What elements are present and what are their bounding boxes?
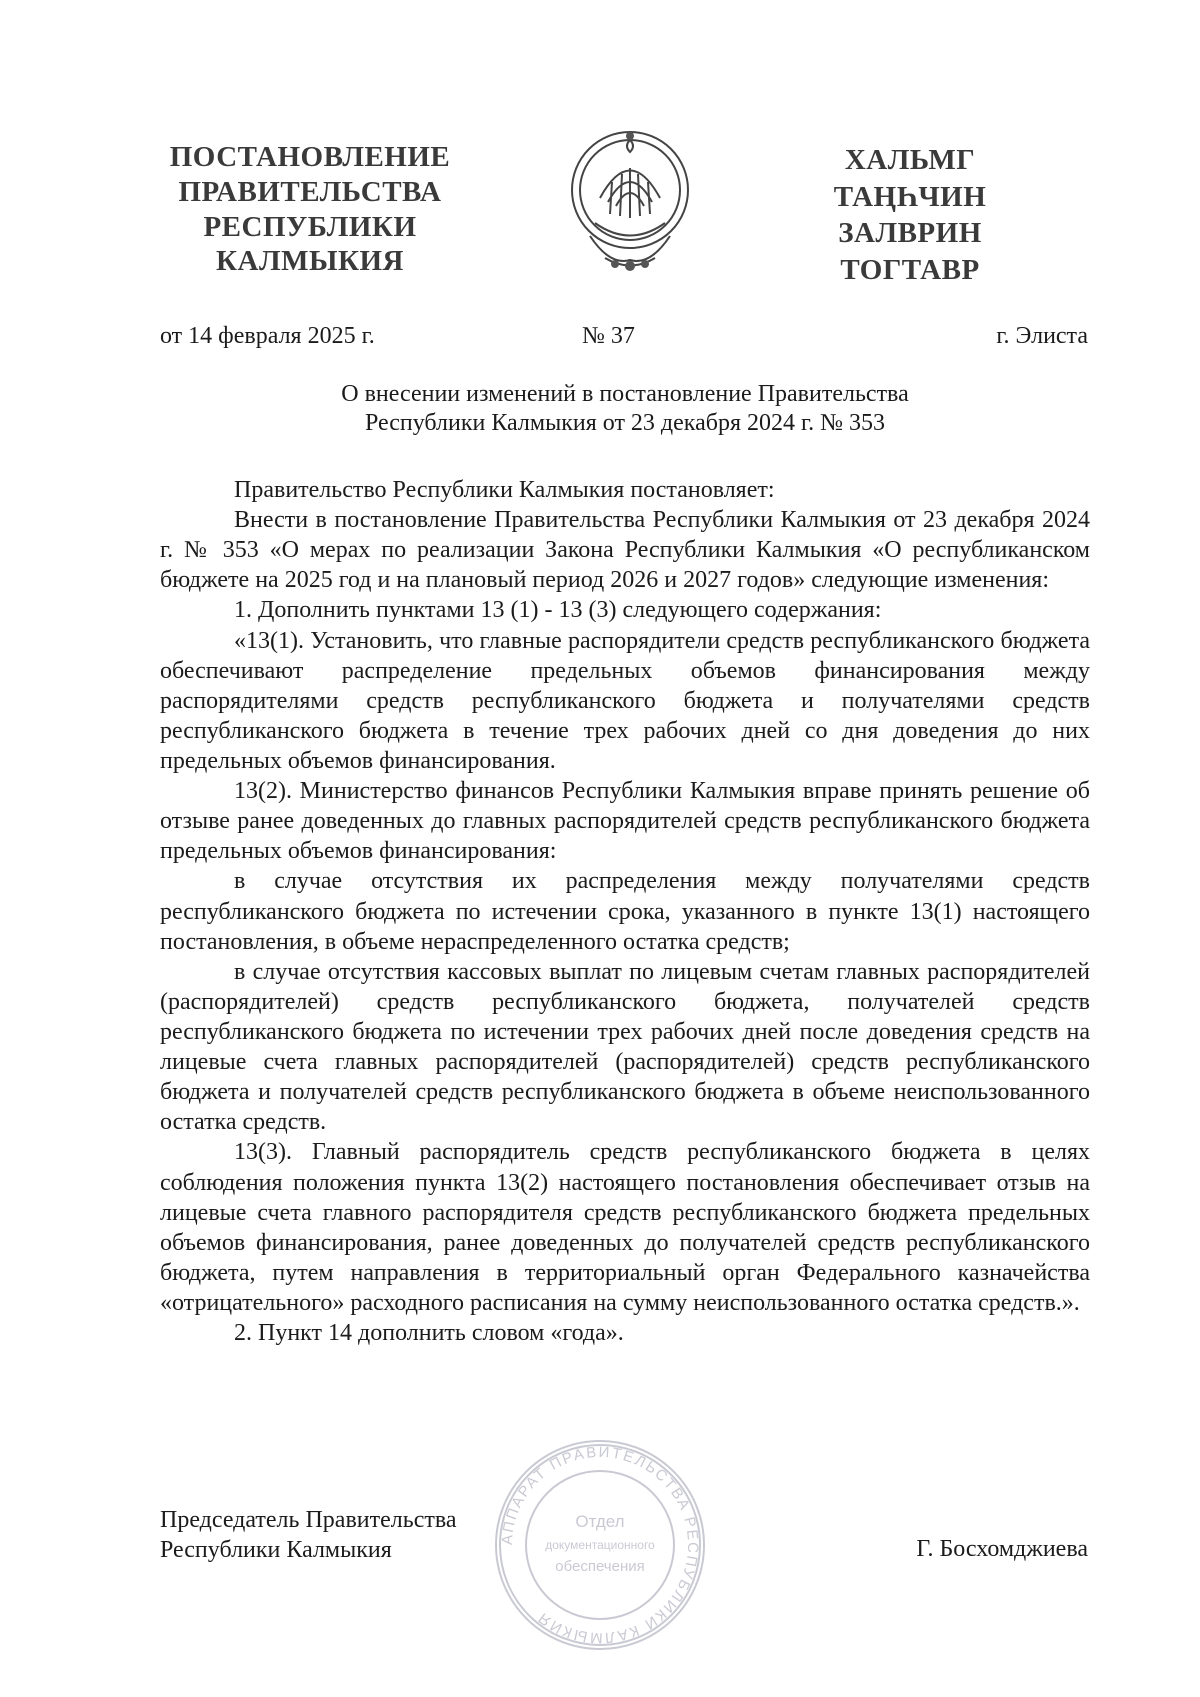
body-paragraph: 1. Дополнить пунктами 13 (1) - 13 (3) следующего содержания:: [234, 597, 882, 624]
header-left-line: КАЛМЫКИЯ: [216, 245, 404, 278]
document-city: г. Элиста: [996, 323, 1088, 349]
body-paragraph: Внести в постановление Правительства Республики Калмыкия от 23 декабря 2024 г. № 353 «О мерах по реализации Закона Республики Калмыкия «О республиканском бюджете на 2025 год и на плановый период 2026 и 2027 годов» следующие изменения:: [160, 507, 1090, 594]
header-left-line: ПОСТАНОВЛЕНИЕ: [169, 141, 451, 173]
body-paragraph: Правительство Республики Калмыкия постановляет:: [234, 477, 775, 503]
signatory-name: Г. Босхомджиева: [916, 1536, 1088, 1562]
header-right-title: [805, 142, 1015, 288]
body-paragraph: в случае отсутствия их распределения между получателями средств республиканского бюджета по истечении срока, указанного в пункте 13(1) настоящего постановления, в объеме нераспределенного остатка средств;: [160, 868, 1090, 955]
document-number: № 37: [582, 323, 635, 349]
header-left-line: ПРАВИТЕЛЬСТВА: [178, 175, 442, 208]
signatory-position: [160, 1505, 457, 1565]
position-line: Председатель Правительства: [160, 1507, 457, 1533]
body-paragraph: 2. Пункт 14 дополнить словом «года».: [234, 1320, 624, 1347]
header-right-line: ХАЛЬМГ: [844, 144, 976, 176]
stamp-center-line: обеспечения: [555, 1558, 645, 1575]
stamp-center-line: Отдел: [575, 1512, 625, 1531]
document-date: от 14 февраля 2025 г.: [160, 323, 375, 349]
body-paragraph: 13(3). Главный распорядитель средств республиканского бюджета в целях соблюдения положения пункта 13(2) настоящего постановления обеспечивает отзыв на лицевые счета главного распорядителя средств республиканского бюджета предельных объемов финансирования, ранее доведенных до получателей средств республиканского бюджета, путем направления в территориальный орган Федерального казначейства «отрицательного» расходного расписания на сумму неиспользованного остатка средств.».: [160, 1139, 1090, 1316]
stamp-center-line: документационного: [545, 1538, 655, 1552]
title-line: О внесении изменений в постановление Правительства: [341, 381, 909, 407]
header-right-line: ЗАЛВРИН: [838, 217, 982, 250]
header-right-line: ТОГТАВР: [840, 253, 980, 286]
header-left-title: [160, 140, 460, 279]
body-paragraph: «13(1). Установить, что главные распорядители средств республиканского бюджета обеспечивают распределение предельных объемов финансирования между распорядителями средств республиканского бюджета и получателями средств республиканского бюджета в течение трех рабочих дней со дня доведения до них предельных объемов финансирования.: [160, 627, 1090, 774]
position-line: Республики Калмыкия: [160, 1537, 392, 1564]
header-right-line: ТАҢҺЧИН: [833, 180, 987, 213]
body-paragraph: в случае отсутствия кассовых выплат по лицевым счетам главных распорядителей (распорядителей) средств республиканского бюджета, получателей средств республиканского бюджета по истечении трех рабочих дней после доведения средств на лицевые счета главных распорядителей (распорядителей) средств республиканского бюджета и получателей средств республиканского бюджета в объеме неиспользованного остатка средств.: [160, 958, 1090, 1136]
document-body: [160, 475, 1090, 1348]
title-line: Республики Калмыкия от 23 декабря 2024 г. № 353: [364, 410, 886, 437]
body-paragraph: 13(2). Министерство финансов Республики Калмыкия вправе принять решение об отзыве ранее доведенных до главных распорядителей средств республиканского бюджета предельных объемов финансирования:: [160, 778, 1090, 865]
stamp-ring-text: АППАРАТ ПРАВИТЕЛЬСТВА РЕСПУБЛИКИ КАЛМЫКИЯ: [498, 1443, 702, 1647]
header-left-line: РЕСПУБЛИКИ: [203, 210, 417, 243]
document-title: [160, 380, 1090, 439]
department-stamp: [490, 1435, 710, 1655]
kalmykia-coat-of-arms-icon: [560, 118, 700, 278]
